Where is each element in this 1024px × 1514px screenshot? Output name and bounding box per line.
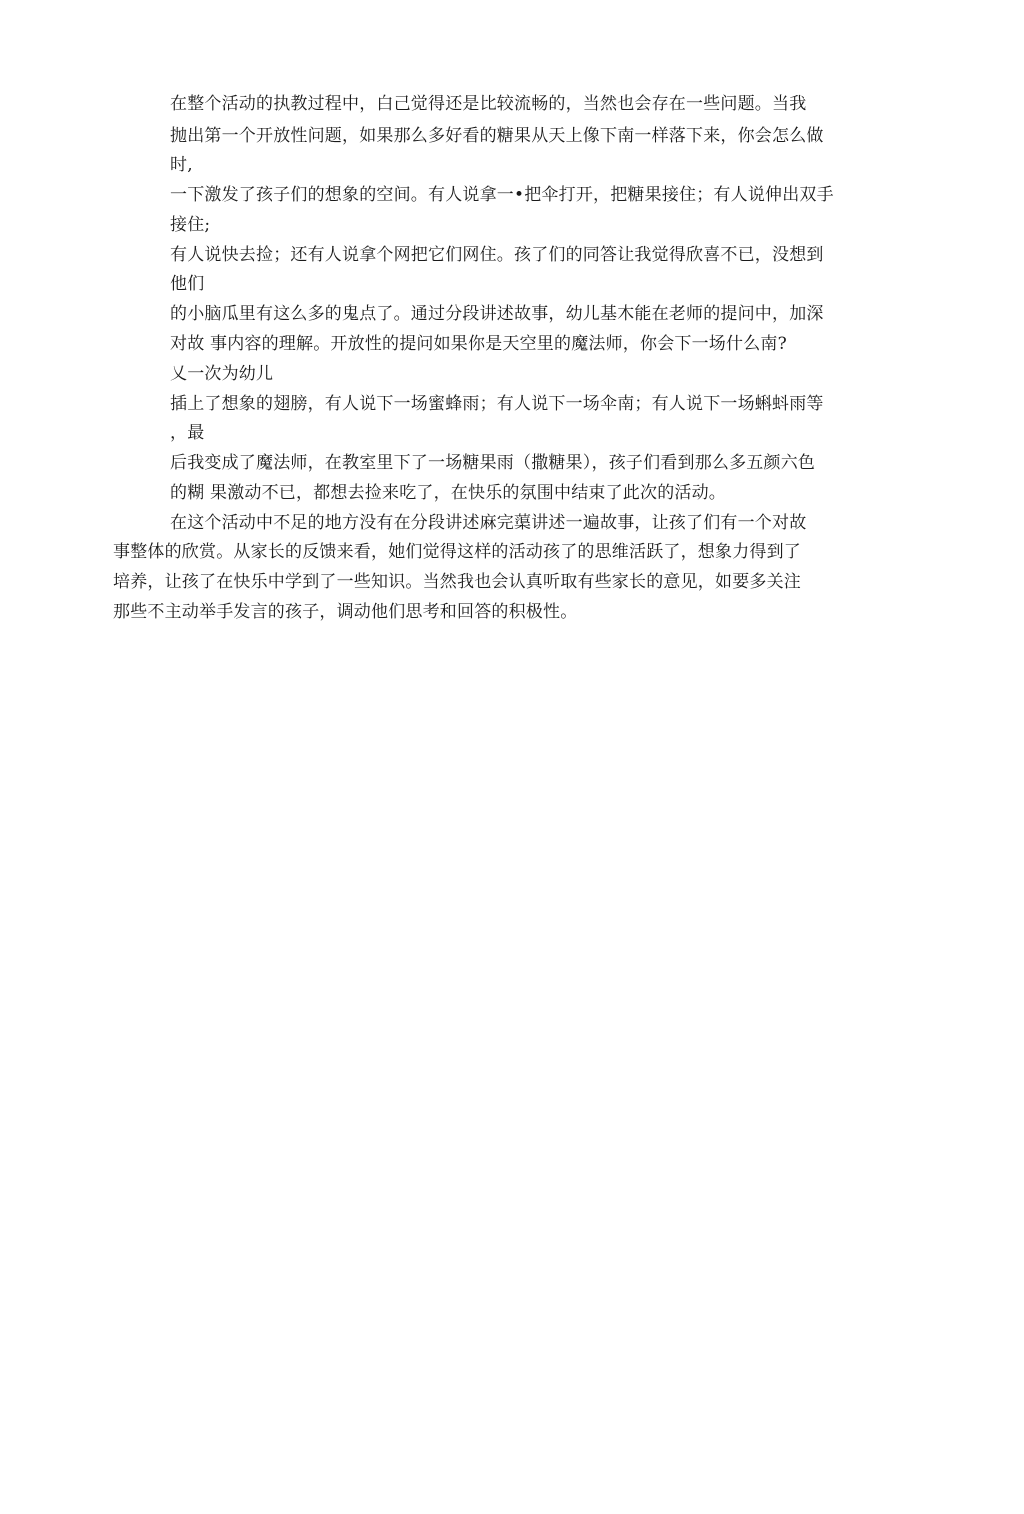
paragraph-line: 事整体的欣赏。从家长的反馈来看，她们觉得这样的活动孩了的思维活跃了，想象力得到了 bbox=[113, 542, 801, 562]
paragraph-line: 时, bbox=[170, 155, 193, 175]
paragraph-line: ，最 bbox=[170, 423, 205, 443]
paragraph-line: 对故 事内容的理解。开放性的提问如果你是天空里的魔法师，你会下一场什么南? bbox=[170, 334, 787, 354]
paragraph-line: 的小脑瓜里有这么多的鬼点了。通过分段讲述故事，幼儿基木能在老师的提问中，加深 bbox=[170, 304, 824, 324]
paragraph-line: 的糊 果激动不已，都想去捡来吃了，在快乐的氛围中结束了此次的活动。 bbox=[170, 483, 727, 503]
paragraph-line: 后我变成了魔法师，在教室里下了一场糖果雨（撒糖果），孩子们看到那么多五颜六色 bbox=[170, 453, 816, 473]
paragraph-line: 插上了想象的翅膀，有人说下一场蜜蜂雨；有人说下一场伞南；有人说下一场蝌蚪雨等 bbox=[170, 394, 824, 414]
paragraph-line: 在整个活动的执教过程中，白己觉得还是比较流畅的，当然也会存在一些问题。当我 bbox=[170, 94, 807, 114]
paragraph-line: 乂一次为幼儿 bbox=[170, 364, 274, 384]
paragraph-line: 抛出第一个开放性问题，如果那么多好看的糖果从天上像下南一样落下来，你会怎么做 bbox=[170, 126, 824, 146]
paragraph-line: 接住; bbox=[170, 215, 211, 235]
paragraph-line: 培养，让孩了在快乐中学到了一些知识。当然我也会认真听取有些家长的意见，如要多关注 bbox=[113, 572, 801, 592]
paragraph-line: 他们 bbox=[170, 274, 205, 294]
paragraph-line: 那些不主动举手发言的孩子，调动他们思考和回答的积极性。 bbox=[113, 602, 578, 622]
paragraph-line: 一下激发了孩子们的想象的空间。有人说拿一•把伞打开，把糖果接住；有人说伸出双手 bbox=[170, 185, 834, 205]
paragraph-line: 在这个活动中不足的地方没有在分段讲述麻完蕖讲述一遍故事，让孩了们有一个对故 bbox=[170, 513, 807, 533]
paragraph-line: 有人说快去捡；还有人说拿个网把它们网住。孩了们的同答让我觉得欣喜不已，没想到 bbox=[170, 245, 824, 265]
